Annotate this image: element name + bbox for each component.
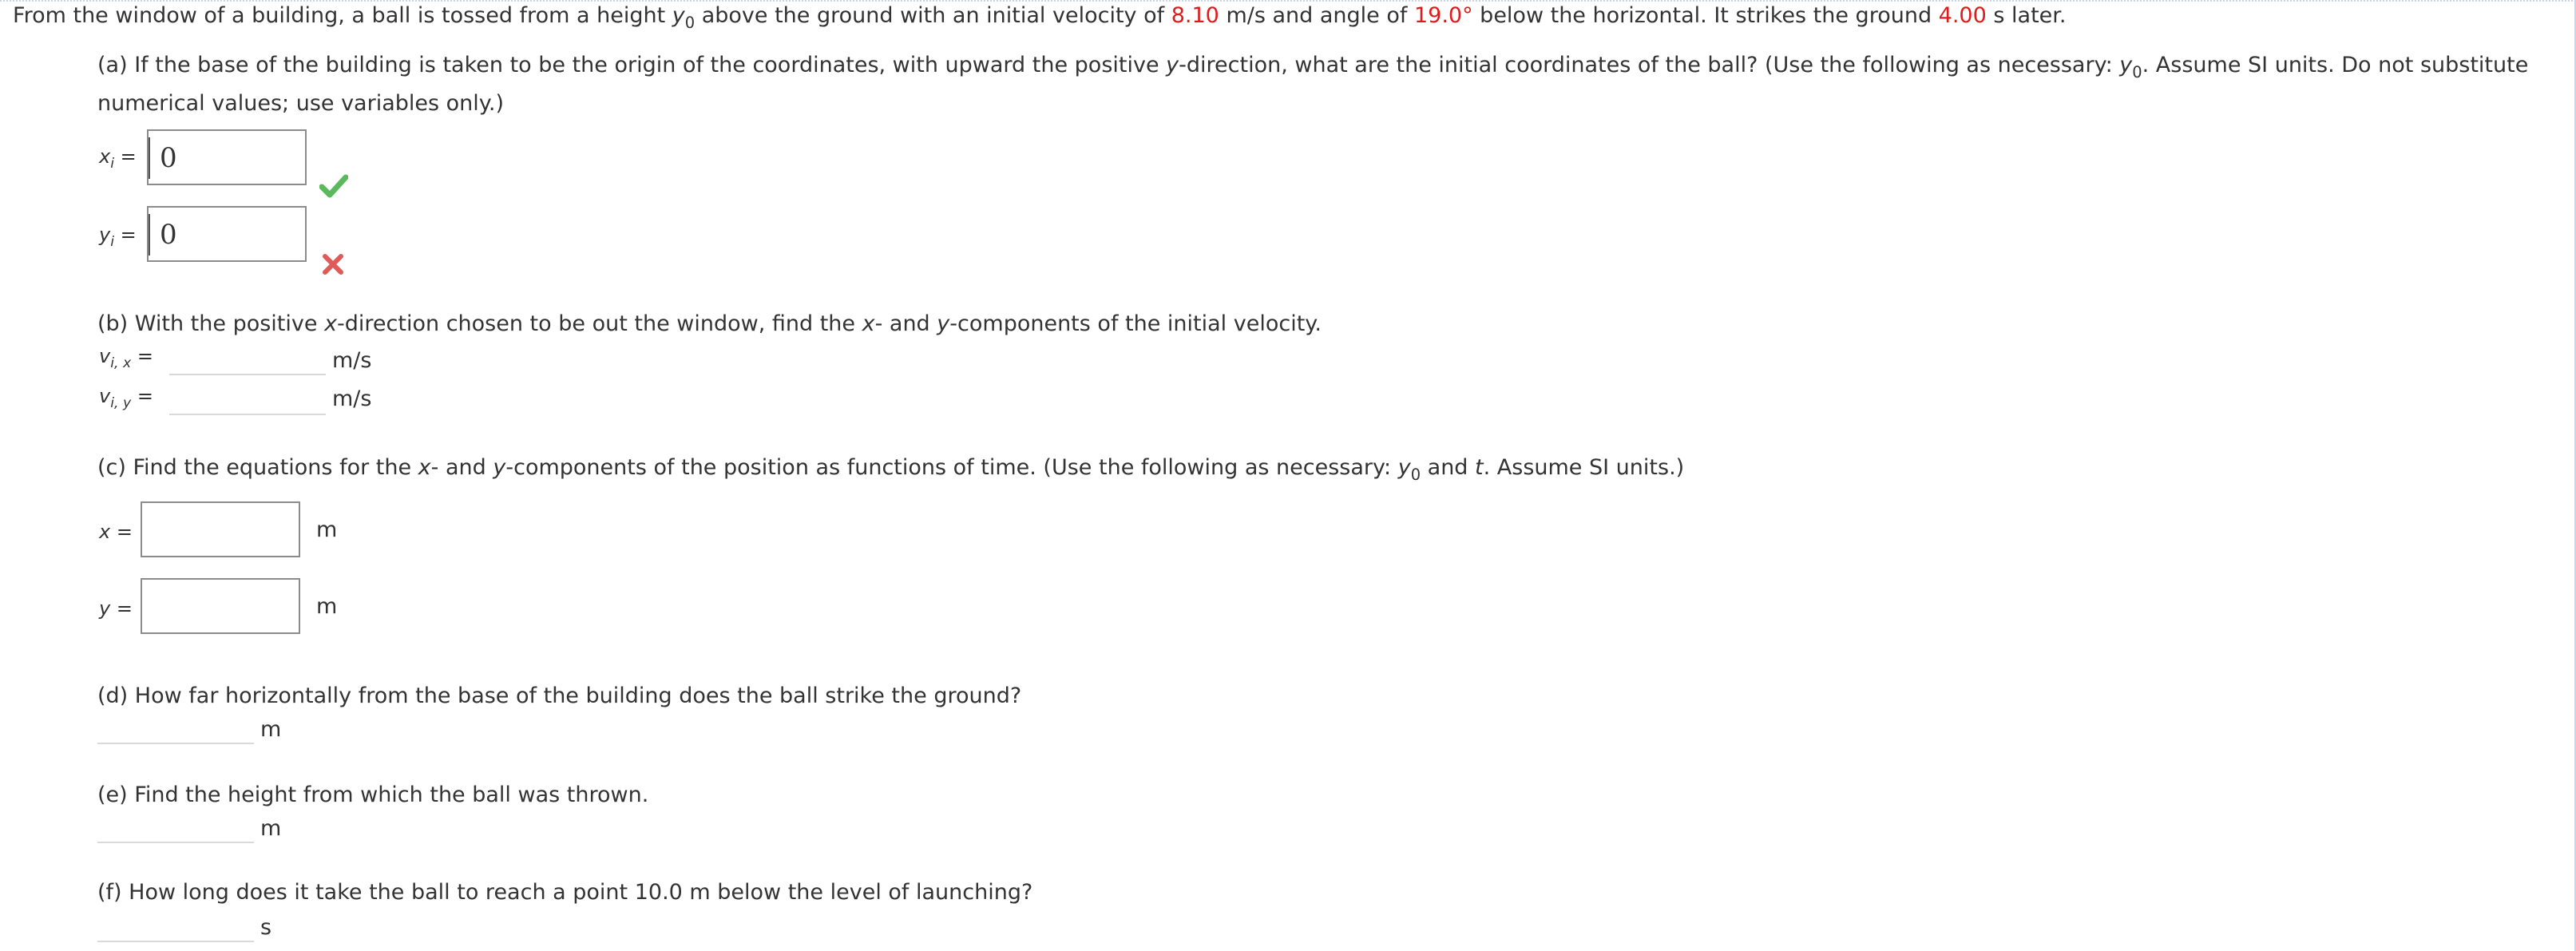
- y-position-unit: m: [316, 594, 338, 619]
- part-b-question: (b) With the positive x-direction chosen to be out the window, find the x- and y-components of the initial velocity.: [97, 311, 1322, 336]
- xi-label: $x_i$ =: [99, 145, 137, 172]
- viy-unit: m/s: [332, 386, 372, 411]
- time-value: 4.00: [1938, 3, 1987, 28]
- vix-input[interactable]: [169, 348, 326, 375]
- yi-input[interactable]: 0: [147, 206, 307, 262]
- time-unit: s: [260, 915, 272, 940]
- x-position-input[interactable]: [141, 501, 300, 557]
- y-position-label: y =: [99, 597, 133, 620]
- dotted-top-border: [0, 0, 2576, 2]
- height-unit: m: [260, 816, 282, 841]
- part-a-question-continued: numerical values; use variables only.): [97, 91, 505, 116]
- x-icon: [321, 252, 345, 276]
- viy-input[interactable]: [169, 388, 326, 415]
- part-d-question: (d) How far horizontally from the base of the building does the ball strike the ground?: [97, 684, 1022, 708]
- part-c-question: (c) Find the equations for the x- and y-components of the position as functions of time. (Use the following as necessary: $y_0$ and t. Assume SI units.): [97, 455, 1685, 484]
- check-icon: [319, 174, 348, 198]
- x-position-label: x =: [99, 521, 133, 543]
- part-a-question: (a) If the base of the building is taken to be the origin of the coordinates, with upward the positive y-direction, what are the initial coordinates of the ball? (Use the following as necessary: $y_0$. Assume SI units. Do not substitute: [97, 53, 2529, 81]
- part-f-question: (f) How long does it take the ball to reach a point 10.0 m below the level of launching?: [97, 880, 1033, 905]
- x-position-unit: m: [316, 517, 338, 542]
- distance-unit: m: [260, 717, 282, 742]
- viy-label: $v_{i, y}$ =: [99, 385, 153, 412]
- time-input[interactable]: [97, 915, 254, 942]
- xi-input[interactable]: 0: [147, 129, 307, 185]
- vix-label: $v_{i, x}$ =: [99, 345, 153, 372]
- velocity-value: 8.10: [1171, 3, 1219, 28]
- angle-value: 19.0°: [1413, 3, 1473, 28]
- part-e-question: (e) Find the height from which the ball was thrown.: [97, 783, 649, 807]
- distance-input[interactable]: [97, 717, 254, 744]
- vix-unit: m/s: [332, 348, 372, 373]
- yi-label: $y_i$ =: [99, 224, 137, 251]
- problem-statement: From the window of a building, a ball is tossed from a height $y_0$ above the ground with an initial velocity of 8.10 m/s and angle of 19.0° below the horizontal. It strikes the ground 4.00 s later.: [13, 3, 2067, 32]
- y-position-input[interactable]: [141, 578, 300, 634]
- height-input[interactable]: [97, 816, 254, 843]
